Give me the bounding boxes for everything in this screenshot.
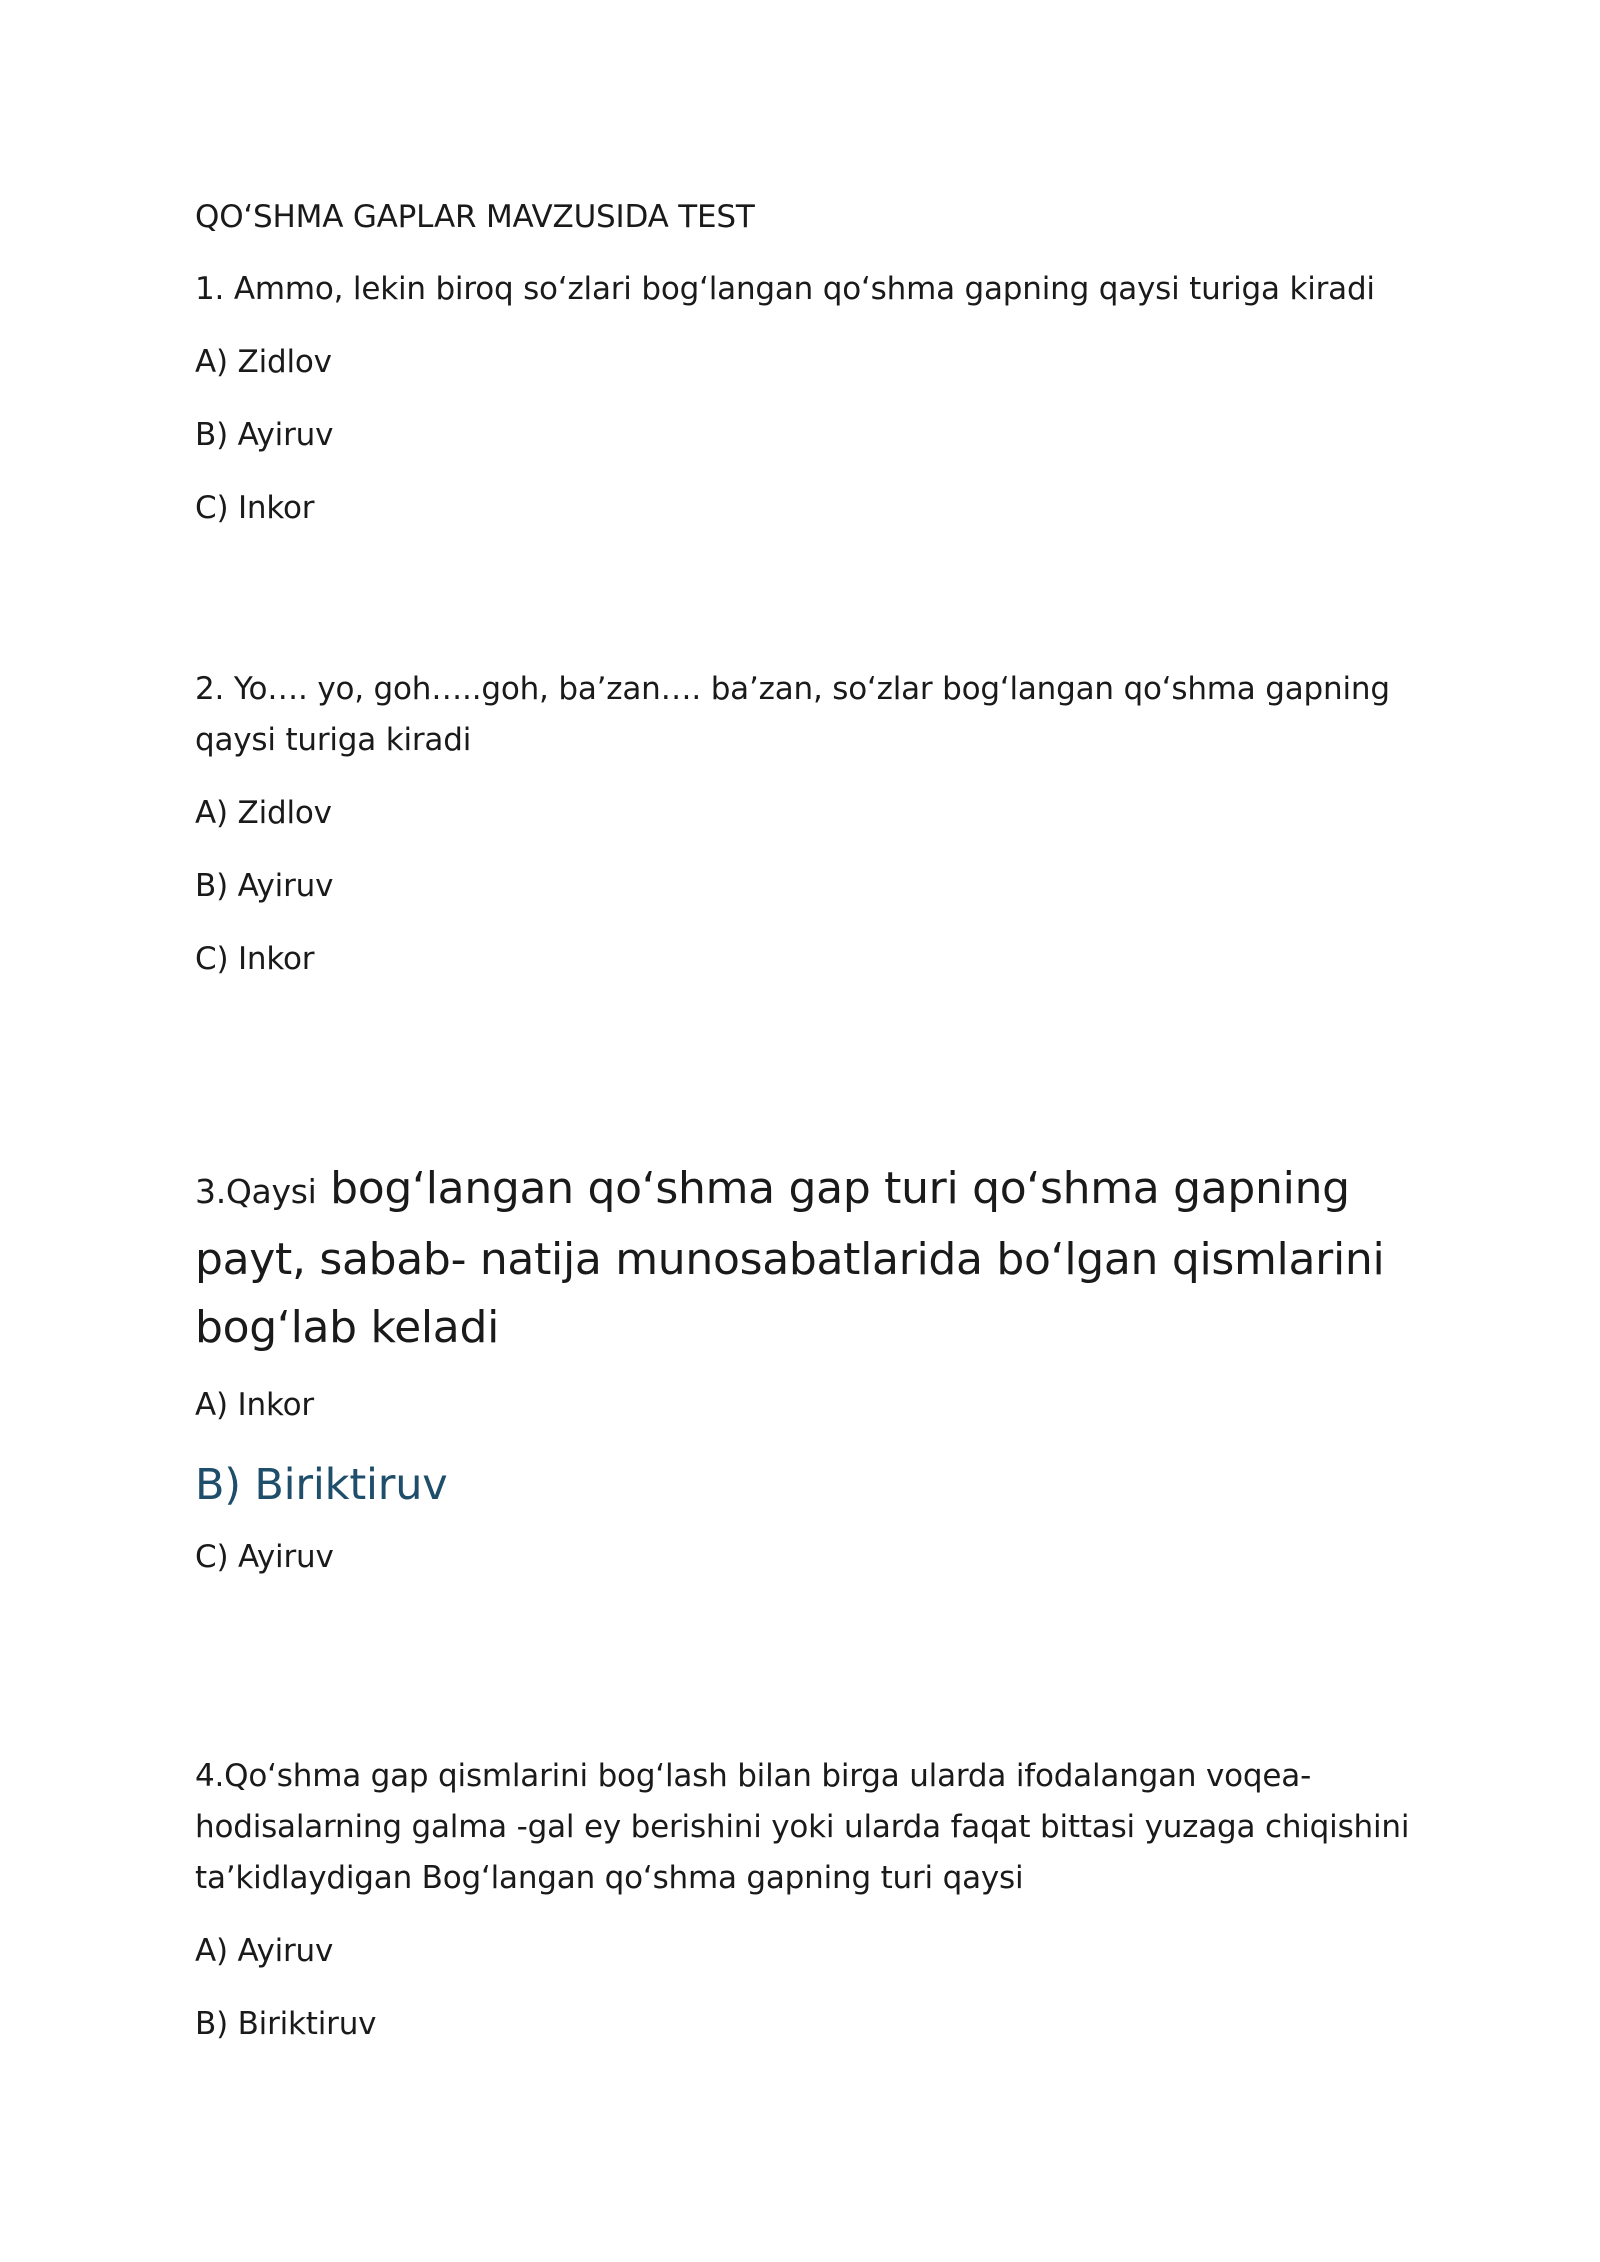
question-2-text-line-1: 2. Yo…. yo, goh…..goh, ba’zan…. ba’zan, so‘zlar bog‘langan qo‘shma gapning (195, 671, 1390, 707)
question-2-text-line-2: qaysi turiga kiradi (195, 722, 472, 758)
question-2-option-b: B) Ayiruv (195, 868, 334, 904)
question-1-option-c: C) Inkor (195, 490, 315, 526)
question-3-option-b: B) Biriktiruv (195, 1460, 448, 1510)
question-1-option-a: A) Zidlov (195, 344, 332, 380)
question-3-body: bog‘langan qo‘shma gap turi qo‘shma gapning payt, sabab- natija munosabatlarida bo‘lgan qismlarini bog‘lab keladi (195, 1163, 1385, 1353)
question-3-option-c: C) Ayiruv (195, 1539, 334, 1575)
document-title: QO‘SHMA GAPLAR MAVZUSIDA TEST (195, 199, 755, 235)
question-4-option-a: A) Ayiruv (195, 1933, 334, 1969)
question-3-lead: 3.Qaysi (195, 1172, 317, 1211)
question-4-option-b: B) Biriktiruv (195, 2006, 377, 2042)
question-4-text-line-1: 4.Qo‘shma gap qismlarini bog‘lash bilan birga ularda ifodalangan voqea- (195, 1758, 1312, 1794)
question-2-option-c: C) Inkor (195, 941, 315, 977)
question-1-text: 1. Ammo, lekin biroq so‘zlari bog‘langan qo‘shma gapning qaysi turiga kiradi (195, 271, 1375, 307)
question-1-option-b: B) Ayiruv (195, 417, 334, 453)
question-3-text (195, 1155, 1445, 1362)
question-4-text-line-2: hodisalarning galma -gal ey berishini yoki ularda faqat bittasi yuzaga chiqishini (195, 1809, 1410, 1845)
question-4-text-line-3: ta’kidlaydigan Bog‘langan qo‘shma gapning turi qaysi (195, 1860, 1024, 1896)
question-2-option-a: A) Zidlov (195, 795, 332, 831)
question-3-option-a: A) Inkor (195, 1387, 314, 1423)
